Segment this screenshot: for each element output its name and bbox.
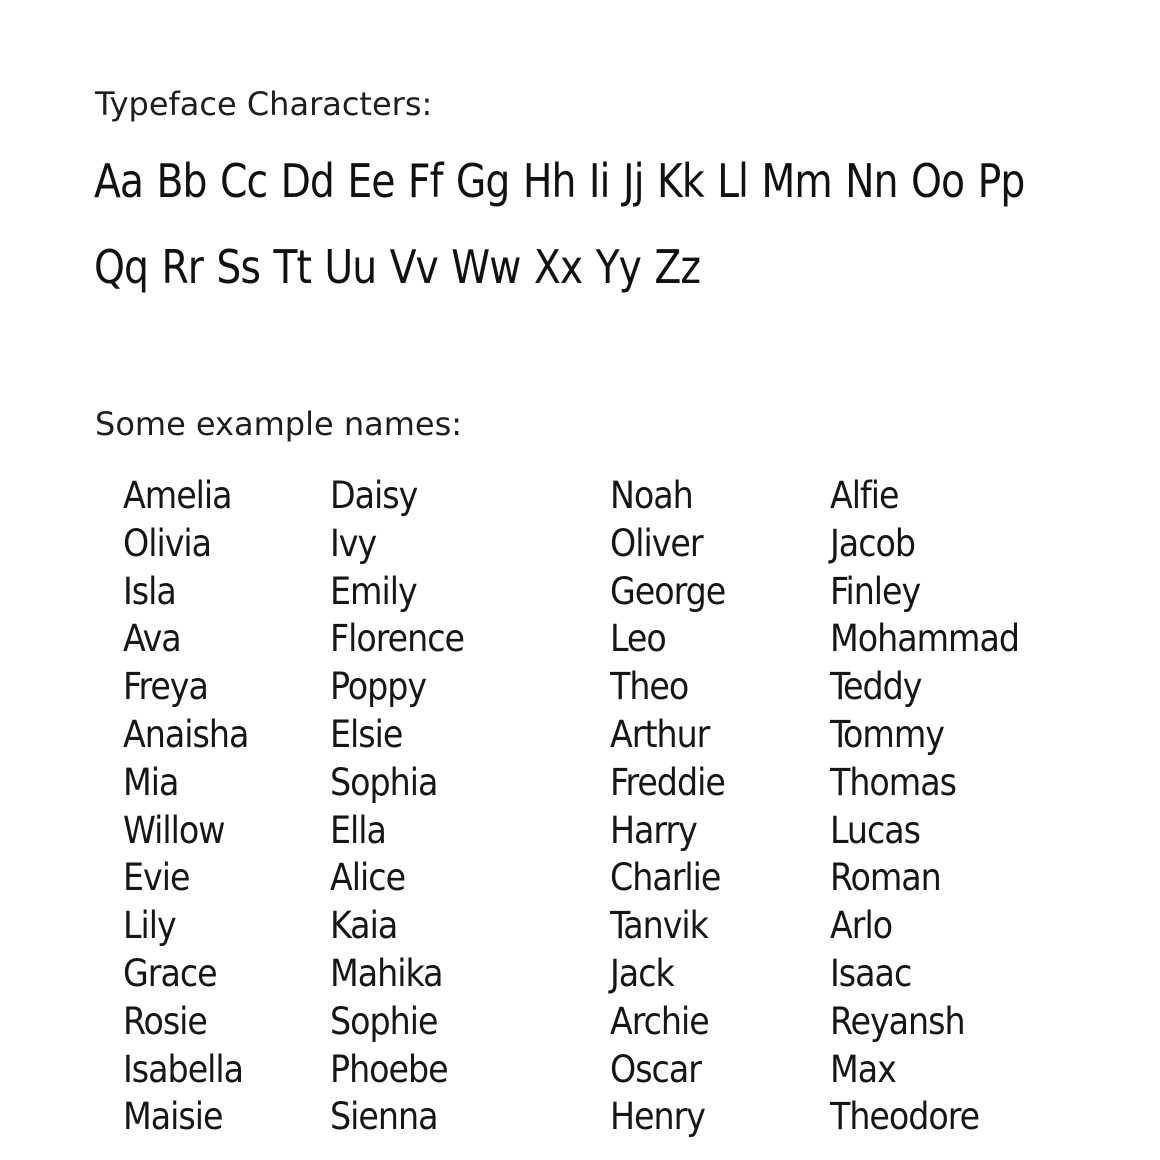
example-name: Lily [123,904,176,948]
example-name: Max [830,1047,896,1091]
example-name: Freya [123,665,208,709]
example-name: George [610,569,726,613]
example-name: Theo [610,665,689,709]
example-name: Isabella [123,1047,244,1091]
example-name: Florence [330,617,465,661]
example-name: Finley [830,569,921,613]
example-name: Teddy [830,665,922,709]
example-name: Noah [610,474,693,517]
example-name: Tanvik [610,904,708,948]
example-name: Harry [610,808,697,852]
names-column-3 [610,472,725,1141]
example-name: Mahika [330,951,443,995]
example-name: Anaisha [123,712,249,756]
example-name: Ava [123,617,181,661]
example-name: Amelia [123,474,232,517]
example-name: Arthur [610,712,710,756]
example-name: Sophia [330,760,438,804]
example-name: Kaia [330,904,398,948]
example-name: Olivia [123,521,212,565]
example-name: Maisie [123,1095,223,1139]
names-column-2 [330,472,464,1141]
example-name: Thomas [830,760,956,804]
example-name: Alfie [830,474,899,517]
typeface-characters-heading: Typeface Characters: [95,85,433,123]
example-name: Daisy [330,474,418,517]
example-name: Alice [330,856,406,900]
names-column-1 [123,472,248,1141]
example-name: Emily [330,569,417,613]
names-column-4 [830,472,1019,1141]
example-name: Willow [123,808,225,852]
example-name: Oliver [610,521,703,565]
example-name: Phoebe [330,1047,448,1091]
example-name: Tommy [830,712,944,756]
example-name: Freddie [610,760,725,804]
example-name: Roman [830,856,941,900]
example-name: Isla [123,569,176,613]
example-name: Sienna [330,1095,438,1139]
example-name: Charlie [610,856,721,900]
example-name: Elsie [330,712,403,756]
example-name: Arlo [830,904,893,948]
example-name: Archie [610,999,709,1043]
example-name: Leo [610,617,666,661]
example-name: Ella [330,808,386,852]
example-name: Grace [123,951,217,995]
example-name: Ivy [330,521,377,565]
example-name: Reyansh [830,999,965,1043]
example-name: Henry [610,1095,705,1139]
example-name: Jacob [830,521,916,565]
example-name: Evie [123,856,190,900]
example-name: Jack [610,951,674,995]
example-name: Rosie [123,999,207,1043]
example-name: Poppy [330,665,427,709]
example-name: Lucas [830,808,921,852]
example-name: Mohammad [830,617,1019,661]
alphabet-row-1: Aa Bb Cc Dd Ee Ff Gg Hh Ii Jj Kk Ll Mm Nn Oo Pp [94,154,1025,208]
example-name: Sophie [330,999,438,1043]
example-name: Mia [123,760,179,804]
example-name: Theodore [830,1095,980,1139]
example-name: Oscar [610,1047,701,1091]
example-name: Isaac [830,951,912,995]
example-names-heading: Some example names: [95,405,463,443]
alphabet-row-2: Qq Rr Ss Tt Uu Vv Ww Xx Yy Zz [94,240,701,294]
